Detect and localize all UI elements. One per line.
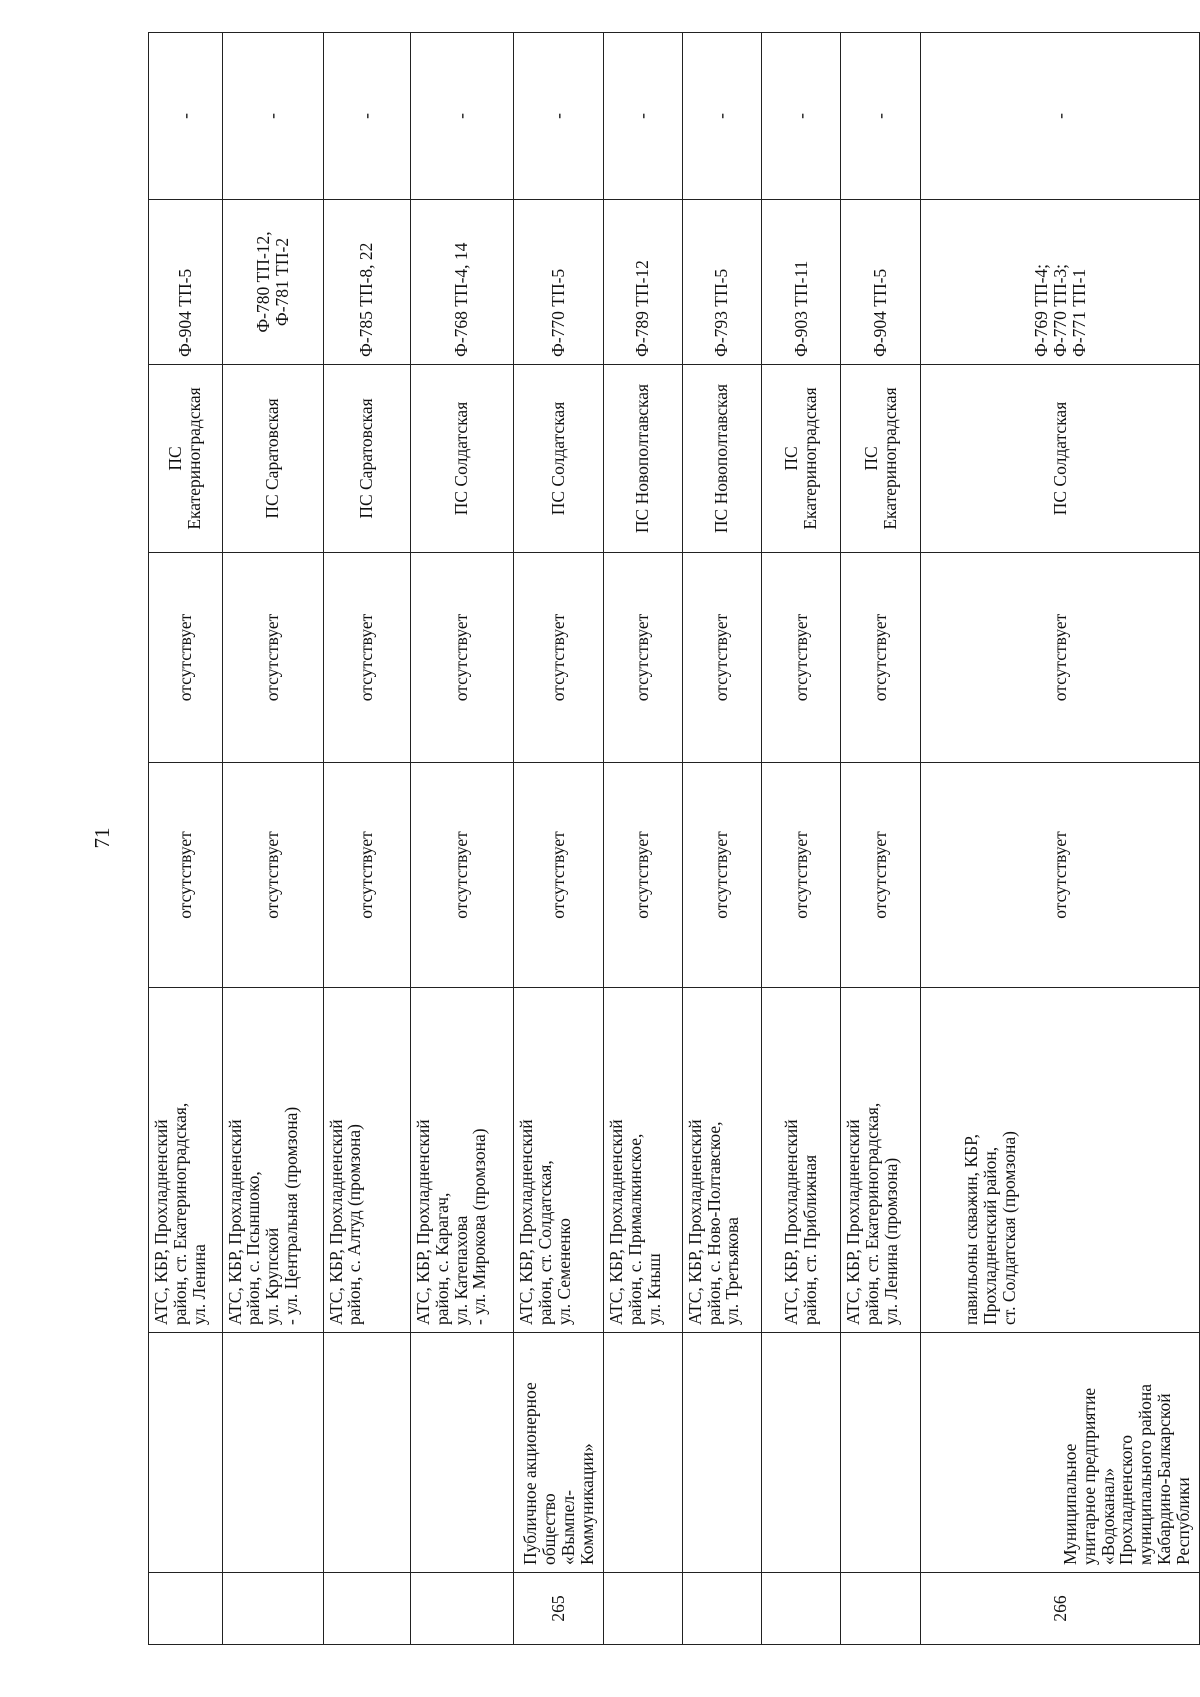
substation-cell	[682, 365, 761, 553]
table-row	[222, 33, 323, 1645]
col4-cell	[323, 763, 410, 988]
col5-cell	[682, 553, 761, 763]
col4-cell	[761, 763, 841, 988]
owner-cell	[761, 1333, 841, 1573]
feeder-text: Ф-789 ТП-12	[632, 260, 653, 357]
col5-cell	[603, 553, 682, 763]
owner-cell	[921, 1333, 1200, 1573]
last-text: -	[174, 113, 195, 119]
col5-cell	[761, 553, 841, 763]
row-number: 265	[547, 1595, 568, 1622]
substation-cell	[222, 365, 323, 553]
last-text: -	[870, 113, 891, 119]
last-text: -	[356, 113, 377, 119]
substation-text: ПС Солдатская	[547, 401, 568, 516]
owner-cell	[841, 1333, 921, 1573]
substation-cell	[841, 365, 921, 553]
last-text: -	[1049, 113, 1070, 119]
owner-name: Публичное акционерное общество «Вымпел- Коммуникации»	[520, 1382, 597, 1565]
substation-text: ПС Новополтавская	[711, 383, 732, 534]
row-number-cell	[761, 1573, 841, 1645]
feeder-text: Ф-904 ТП-5	[870, 268, 891, 357]
col4-cell	[149, 763, 223, 988]
table-row	[323, 33, 410, 1645]
substation-cell	[323, 365, 410, 553]
substation-cell	[149, 365, 223, 553]
address-cell	[921, 988, 1200, 1333]
substation-cell	[603, 365, 682, 553]
row-number-cell	[921, 1573, 1200, 1645]
address-text: АТС, КБР, Прохладненский район, с. Ново-Полтавское, ул. Третьякова	[684, 1119, 743, 1325]
last-cell	[323, 33, 410, 200]
address-text: АТС, КБР, Прохладненский район, с. Алтуд (промзона)	[325, 1119, 365, 1325]
last-cell	[513, 33, 603, 200]
col5-cell	[222, 553, 323, 763]
col5-cell	[323, 553, 410, 763]
col5-text: отсутствует	[632, 613, 653, 702]
col5-text: отсутствует	[711, 613, 732, 702]
feeder-text: Ф-793 ТП-5	[711, 268, 732, 357]
col5-cell	[410, 553, 513, 763]
address-cell	[761, 988, 841, 1333]
col4-cell	[841, 763, 921, 988]
feeder-cell	[149, 200, 223, 365]
col4-text: отсутствует	[451, 831, 472, 919]
address-cell	[841, 988, 921, 1333]
col4-cell	[682, 763, 761, 988]
col5-cell	[513, 553, 603, 763]
feeder-cell	[513, 200, 603, 365]
col5-text: отсутствует	[790, 613, 811, 702]
owner-cell	[149, 1333, 223, 1573]
table-row	[513, 33, 603, 1645]
last-cell	[410, 33, 513, 200]
col4-text: отсутствует	[1049, 831, 1070, 919]
page-number: 71	[90, 827, 114, 849]
feeder-cell	[841, 200, 921, 365]
owner-cell	[513, 1333, 603, 1573]
table-row	[761, 33, 841, 1645]
col4-text: отсутствует	[356, 831, 377, 919]
col4-cell	[222, 763, 323, 988]
col5-text: отсутствует	[356, 613, 377, 702]
table-row	[410, 33, 513, 1645]
feeder-text: Ф-770 ТП-5	[547, 268, 568, 357]
last-text: -	[547, 113, 568, 119]
col5-cell	[149, 553, 223, 763]
row-number-cell	[603, 1573, 682, 1645]
feeder-cell	[410, 200, 513, 365]
substation-text: ПС Екатериноградская	[781, 387, 820, 530]
last-text: -	[711, 113, 732, 119]
col4-cell	[603, 763, 682, 988]
substation-text: ПС Новополтавская	[632, 383, 653, 534]
col5-text: отсутствует	[174, 613, 195, 702]
last-cell	[761, 33, 841, 200]
col4-text: отсутствует	[547, 831, 568, 919]
owner-cell	[603, 1333, 682, 1573]
address-text: АТС, КБР, Прохладненский район, с. Карагач, ул. Катепахова - ул. Мирокова (промзона)	[412, 1119, 490, 1325]
feeder-cell	[603, 200, 682, 365]
row-number: 266	[1049, 1595, 1070, 1622]
feeder-text: Ф-768 ТП-4, 14	[451, 242, 472, 357]
feeder-text: Ф-903 ТП-11	[790, 260, 811, 357]
table-row	[682, 33, 761, 1645]
col4-text: отсутствует	[711, 831, 732, 919]
address-cell	[149, 988, 223, 1333]
feeder-text: Ф-904 ТП-5	[174, 268, 195, 357]
substation-text: ПС Саратовская	[356, 398, 377, 519]
rotated-table-container	[148, 33, 1200, 1645]
owner-cell	[222, 1333, 323, 1573]
data-table	[148, 32, 1200, 1645]
col4-text: отсутствует	[174, 831, 195, 919]
row-number-cell	[149, 1573, 223, 1645]
address-text: АТС, КБР, Прохладненский район, с. Прималкинское, ул. Кныш	[605, 1119, 664, 1325]
col4-text: отсутствует	[262, 831, 283, 919]
substation-text: ПС Екатериноградская	[860, 387, 900, 530]
col5-text: отсутствует	[451, 613, 472, 702]
table-row	[149, 33, 223, 1645]
feeder-cell	[323, 200, 410, 365]
col4-cell	[513, 763, 603, 988]
last-cell	[682, 33, 761, 200]
address-cell	[410, 988, 513, 1333]
last-cell	[921, 33, 1200, 200]
substation-cell	[410, 365, 513, 553]
last-text: -	[262, 113, 283, 119]
address-cell	[222, 988, 323, 1333]
row-number-cell	[841, 1573, 921, 1645]
address-cell	[513, 988, 603, 1333]
table-row	[603, 33, 682, 1645]
substation-text: ПС Саратовская	[262, 398, 283, 519]
col4-text: отсутствует	[632, 831, 653, 919]
last-text: -	[632, 113, 653, 119]
last-cell	[841, 33, 921, 200]
row-number-cell	[222, 1573, 323, 1645]
last-cell	[149, 33, 223, 200]
address-cell	[682, 988, 761, 1333]
feeder-cell	[682, 200, 761, 365]
table-row	[841, 33, 921, 1645]
col4-cell	[921, 763, 1200, 988]
feeder-text: Ф-780 ТП-12, Ф-781 ТП-2	[252, 231, 292, 333]
row-number-cell	[513, 1573, 603, 1645]
col5-cell	[921, 553, 1200, 763]
col5-cell	[841, 553, 921, 763]
substation-cell	[513, 365, 603, 553]
address-text: АТС, КБР, Прохладненский район, ст. Екатериноградская, ул. Ленина (промзона)	[843, 1102, 902, 1325]
last-text: -	[451, 113, 472, 119]
row-number-cell	[410, 1573, 513, 1645]
substation-text: ПС Екатериноградская	[165, 387, 205, 530]
feeder-cell	[222, 200, 323, 365]
owner-cell	[682, 1333, 761, 1573]
col4-cell	[410, 763, 513, 988]
col5-text: отсутствует	[547, 613, 568, 702]
owner-cell	[323, 1333, 410, 1573]
address-cell	[603, 988, 682, 1333]
address-cell	[323, 988, 410, 1333]
last-cell	[222, 33, 323, 200]
table-row	[921, 33, 1200, 1645]
row-number-cell	[323, 1573, 410, 1645]
last-cell	[603, 33, 682, 200]
owner-cell	[410, 1333, 513, 1573]
address-text: АТС, КБР, Прохладненский район, с. Псыншоко, ул. Крупской - ул. Центральная (промзона)	[224, 1106, 302, 1325]
address-text: АТС, КБР, Прохладненский район, ст. Екатериноградская, ул. Ленина	[151, 1102, 209, 1325]
feeder-cell	[921, 200, 1200, 365]
col4-text: отсутствует	[870, 831, 891, 919]
feeder-text: Ф-785 ТП-8, 22	[356, 242, 377, 357]
col5-text: отсутствует	[262, 613, 283, 702]
substation-text: ПС Солдатская	[1049, 401, 1070, 516]
row-number-cell	[682, 1573, 761, 1645]
substation-cell	[761, 365, 841, 553]
owner-name: Муниципальное унитарное предприятие «Водоканал» Прохладненского муниципального района Кабардино-Балкарской Республики	[1059, 1383, 1194, 1565]
feeder-cell	[761, 200, 841, 365]
col5-text: отсутствует	[870, 613, 891, 702]
col5-text: отсутствует	[1049, 613, 1070, 702]
substation-cell	[921, 365, 1200, 553]
substation-text: ПС Солдатская	[451, 401, 472, 516]
address-text: павильоны скважин, КБР, Прохладненский район, ст. Солдатская (промзона)	[961, 1130, 1019, 1325]
feeder-text: Ф-769 ТП-4; Ф-770 ТП-3; Ф-771 ТП-1	[1030, 263, 1089, 357]
last-text: -	[790, 113, 811, 119]
address-text: АТС, КБР, Прохладненский район, ст. Приближная	[781, 1119, 820, 1325]
col4-text: отсутствует	[790, 831, 811, 919]
address-text: АТС, КБР, Прохладненский район, ст. Солдатская, ул. Семененко	[515, 1119, 574, 1325]
table-body	[149, 33, 1200, 1645]
